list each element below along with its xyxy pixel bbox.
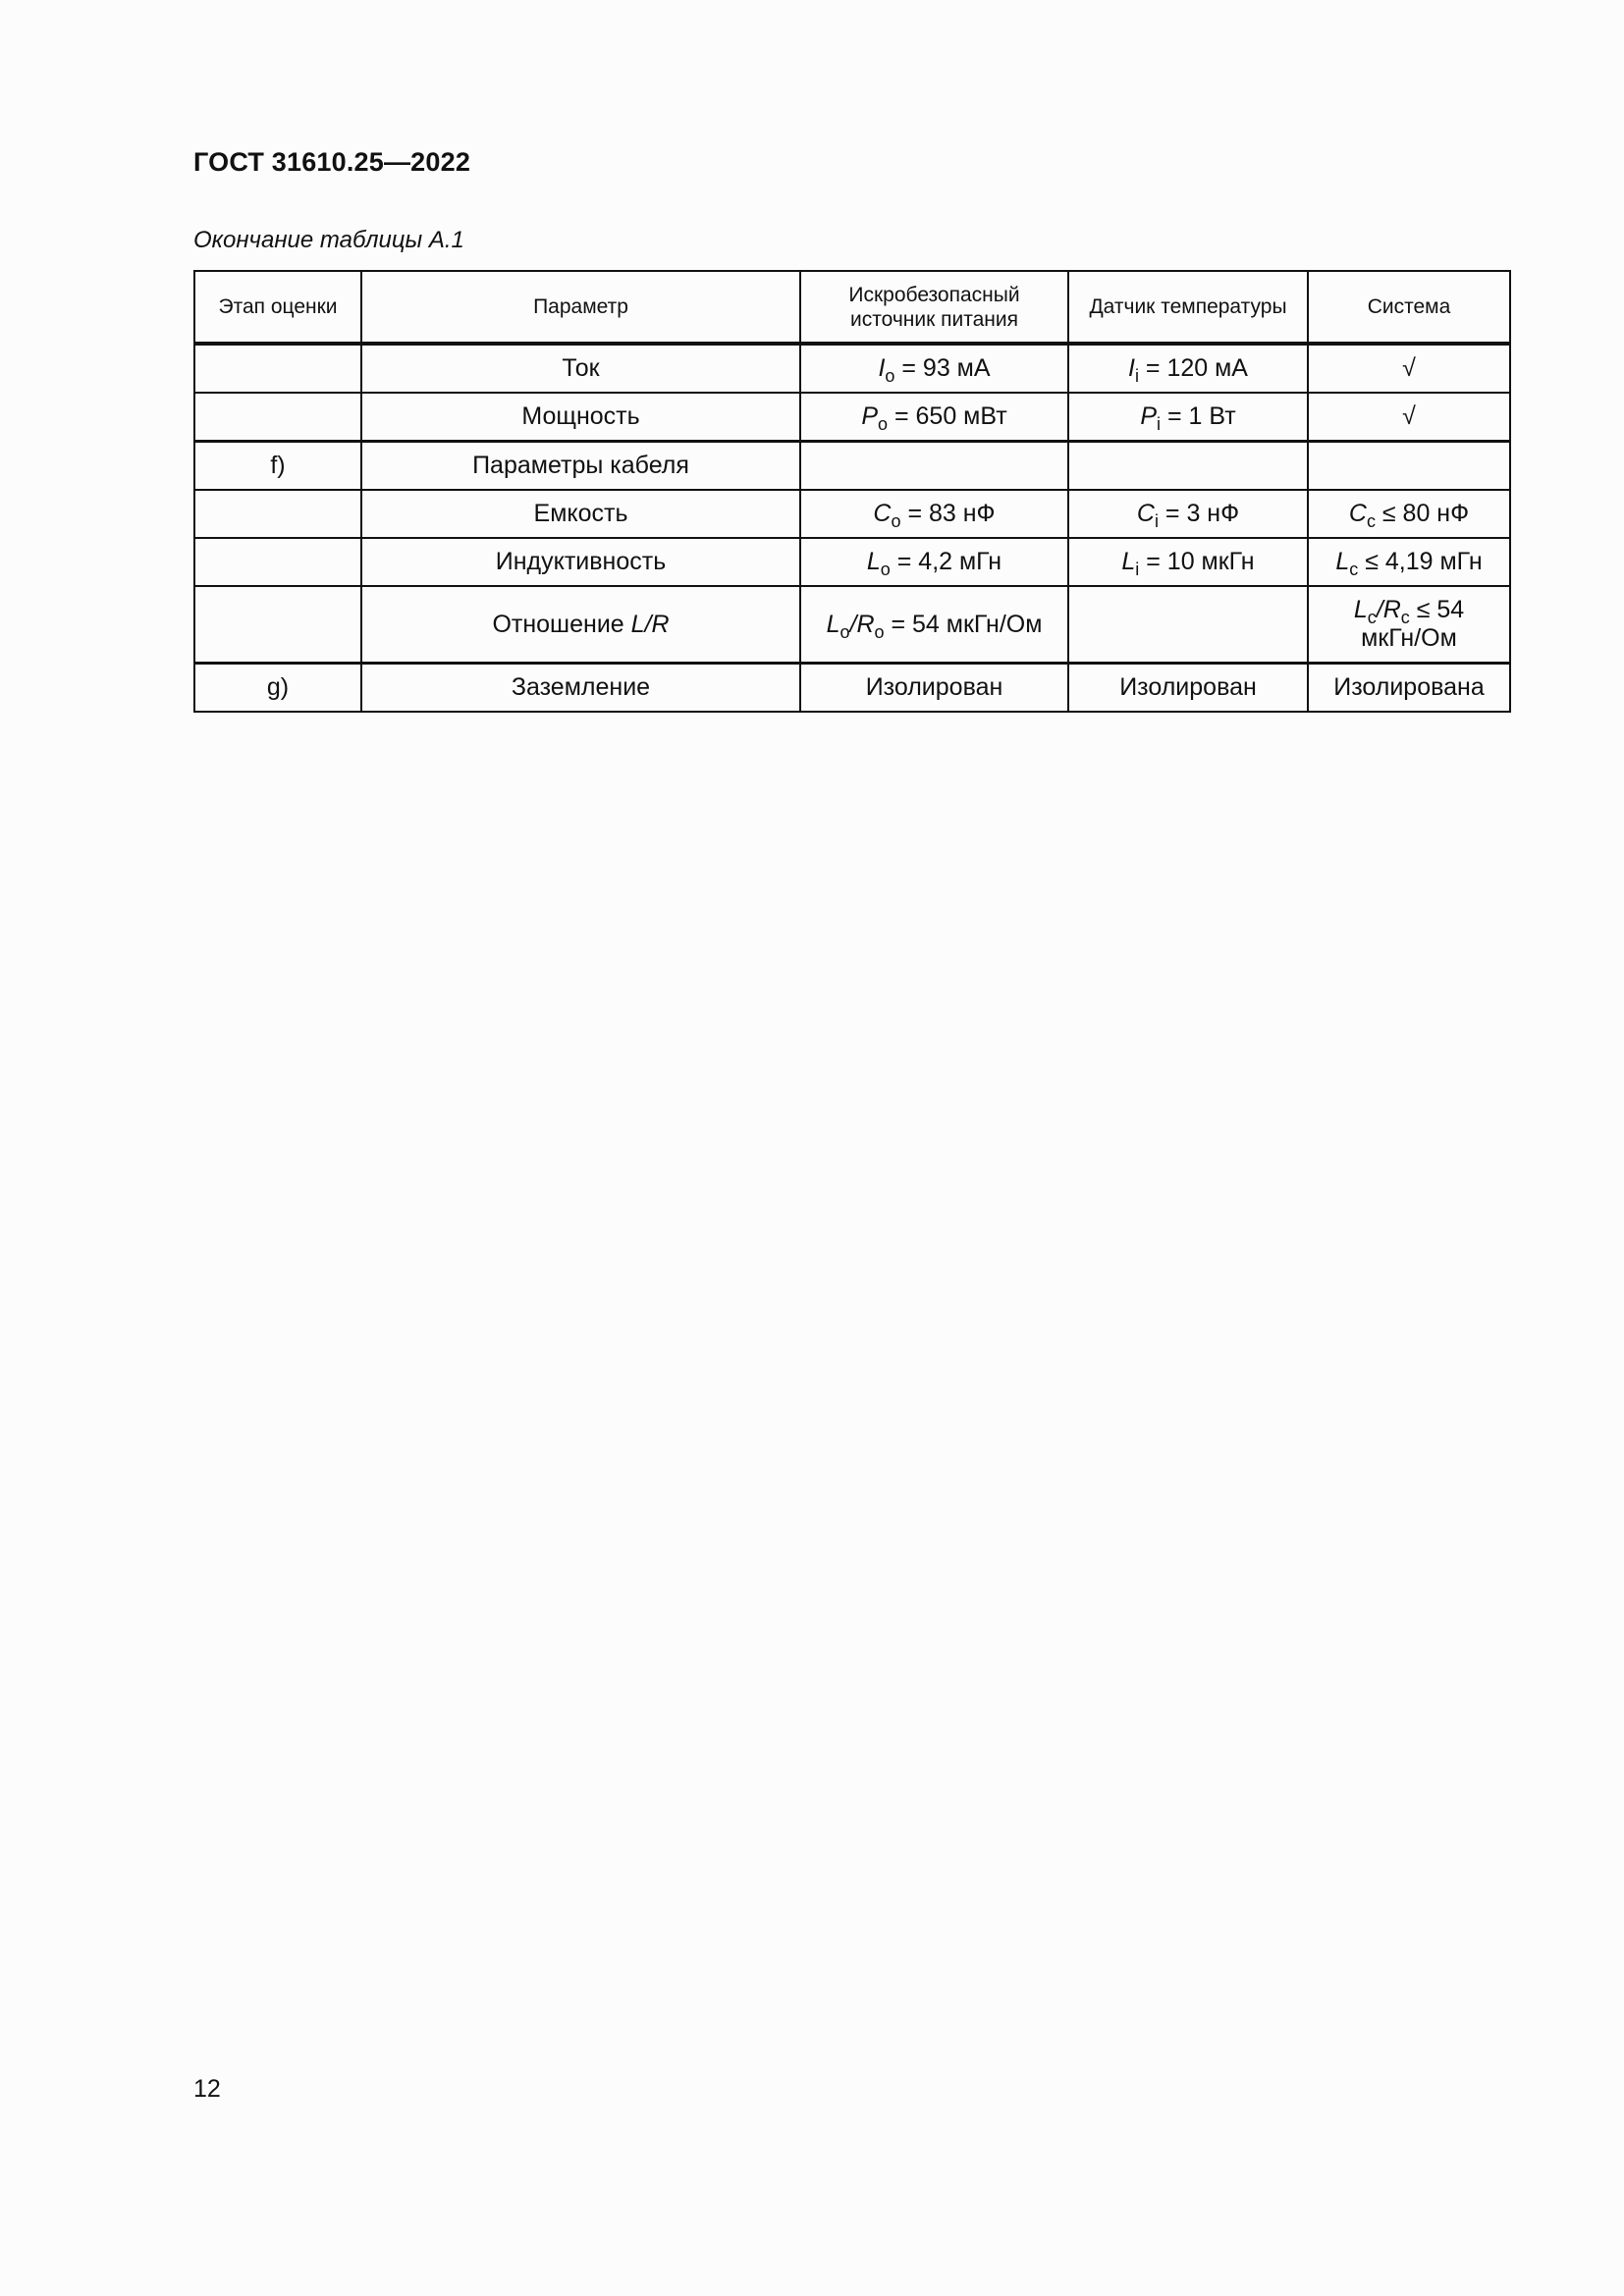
symbol: P	[1140, 402, 1158, 430]
symbol: P	[861, 402, 879, 430]
table-row-power	[194, 393, 1510, 442]
symbol: R	[856, 610, 875, 638]
page-number: 12	[193, 2075, 221, 2103]
cell-sensor	[1068, 538, 1308, 586]
cell-source	[800, 490, 1068, 538]
value-text: ≤ 80 нФ	[1375, 500, 1470, 527]
slash: /	[849, 610, 857, 638]
column-header-sensor: Датчик температуры	[1068, 271, 1308, 344]
cell-parameter: Заземление	[361, 664, 800, 713]
value-text: = 10 мкГн	[1139, 548, 1255, 575]
cell-system	[1308, 538, 1510, 586]
data-table	[193, 270, 1511, 713]
table-row-capacitance	[194, 490, 1510, 538]
table-row-current	[194, 344, 1510, 393]
symbol: C	[873, 500, 892, 527]
subscript: i	[1154, 511, 1159, 531]
cell-sensor: Изолирован	[1068, 664, 1308, 713]
symbol: L	[826, 610, 840, 638]
subscript: o	[880, 560, 891, 579]
value-text: = 93 мА	[894, 354, 991, 382]
parameter-symbol: L/R	[630, 610, 670, 638]
value-unit: мкГн/Ом	[1361, 624, 1457, 652]
column-header-system: Система	[1308, 271, 1510, 344]
table-row-inductance	[194, 538, 1510, 586]
cell-source: Изолирован	[800, 664, 1068, 713]
value-text: = 650 мВт	[888, 402, 1007, 430]
cell-source	[800, 586, 1068, 664]
value-text: ≤ 54	[1409, 596, 1465, 623]
subscript: i	[1134, 366, 1139, 386]
cell-sensor	[1068, 393, 1308, 442]
subscript: c	[1367, 608, 1377, 627]
column-header-stage: Этап оценки	[194, 271, 361, 344]
subscript: o	[874, 621, 885, 642]
document-code: ГОСТ 31610.25—2022	[193, 147, 471, 177]
subscript: i	[1157, 414, 1162, 434]
column-header-parameter: Параметр	[361, 271, 800, 344]
column-header-source: Искробезопасный источник питания	[800, 271, 1068, 344]
cell-source	[800, 442, 1068, 491]
slash: /	[1376, 596, 1383, 623]
value-text: = 54 мкГн/Ом	[884, 610, 1043, 638]
value-text: = 4,2 мГн	[890, 548, 1002, 575]
cell-stage	[194, 538, 361, 586]
cell-system	[1308, 442, 1510, 491]
cell-parameter: Индуктивность	[361, 538, 800, 586]
table-header-row	[194, 271, 1510, 344]
subscript: o	[839, 621, 850, 642]
cell-stage: g)	[194, 664, 361, 713]
cell-source	[800, 393, 1068, 442]
cell-sensor	[1068, 490, 1308, 538]
cell-stage: f)	[194, 442, 361, 491]
subscript: o	[878, 414, 889, 434]
table-caption: Окончание таблицы А.1	[193, 227, 464, 253]
symbol: L	[1353, 596, 1368, 623]
cell-system-check: √	[1308, 393, 1510, 442]
cell-parameter: Мощность	[361, 393, 800, 442]
subscript: c	[1400, 608, 1410, 627]
symbol: R	[1382, 596, 1401, 623]
table-row-grounding	[194, 664, 1510, 713]
subscript: c	[1366, 511, 1376, 531]
cell-source	[800, 344, 1068, 393]
symbol: C	[1136, 500, 1155, 527]
cell-sensor	[1068, 442, 1308, 491]
cell-stage	[194, 586, 361, 664]
table-row-lr-ratio	[194, 586, 1510, 664]
cell-system-check: √	[1308, 344, 1510, 393]
symbol: I	[1128, 354, 1135, 382]
cell-system	[1308, 586, 1510, 664]
cell-parameter	[361, 586, 800, 664]
symbol: I	[878, 354, 886, 382]
symbol: L	[866, 548, 881, 575]
table-row-cable-params	[194, 442, 1510, 491]
cell-stage	[194, 344, 361, 393]
parameter-text: Отношение	[492, 610, 631, 638]
cell-parameter: Параметры кабеля	[361, 442, 800, 491]
subscript: c	[1349, 560, 1359, 579]
value-text: = 83 нФ	[900, 500, 996, 527]
value-text: = 120 мА	[1138, 354, 1248, 382]
cell-system	[1308, 490, 1510, 538]
subscript: o	[891, 511, 901, 531]
symbol: L	[1121, 548, 1136, 575]
cell-sensor	[1068, 586, 1308, 664]
subscript: i	[1135, 560, 1140, 579]
value-text: ≤ 4,19 мГн	[1358, 548, 1483, 575]
value-text: = 1 Вт	[1161, 402, 1236, 430]
cell-stage	[194, 393, 361, 442]
cell-stage	[194, 490, 361, 538]
cell-sensor	[1068, 344, 1308, 393]
symbol: C	[1348, 500, 1367, 527]
symbol: L	[1335, 548, 1350, 575]
cell-source	[800, 538, 1068, 586]
value-text: = 3 нФ	[1158, 500, 1240, 527]
cell-parameter: Ток	[361, 344, 800, 393]
cell-parameter: Емкость	[361, 490, 800, 538]
cell-system: Изолирована	[1308, 664, 1510, 713]
subscript: o	[885, 366, 895, 386]
